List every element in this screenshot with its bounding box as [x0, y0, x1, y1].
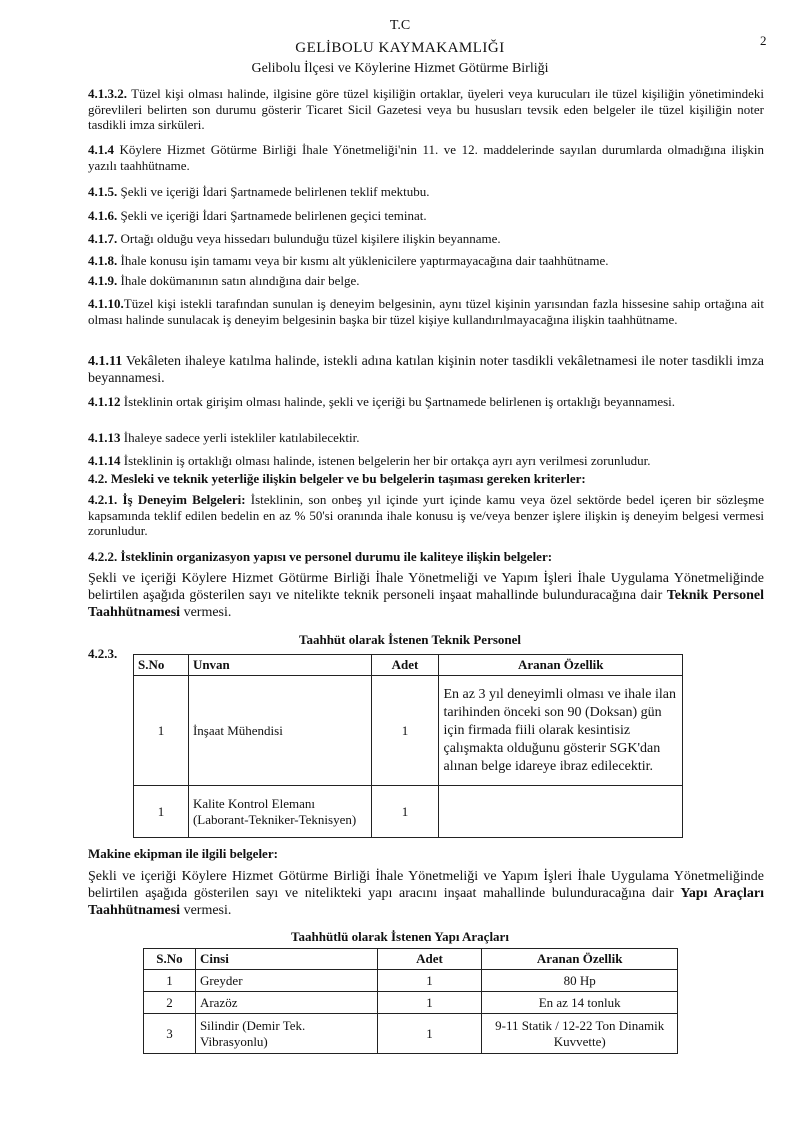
paragraph-tail: vermesi. [180, 605, 232, 620]
item-4-1-9 [88, 273, 764, 289]
item-number: 4.1.4 [88, 142, 114, 157]
table-cell: En az 3 yıl deneyimli olması ve ihale ilan tarihinden önceki son 90 (Doksan) gün için firmada fiili olarak kesintisiz çalışmakta olduğunu gösterir SGK'dan alınan belge idareye ibraz edilecektir. [439, 676, 683, 786]
paragraph-text: Şekli ve içeriği Köylere Hizmet Götürme Birliği İhale Yönetmeliği ve Yapım İşleri İhale Uygulama Yönetmeliğinde belirtilen aşağıda gösterilen sayı ve nitelikteki yapı aracını inşaat mahallinde bulunduracağına dair [88, 869, 764, 901]
table2-title: Taahhütlü olarak İstenen Yapı Araçları [291, 929, 509, 944]
table-cell: 1 [377, 992, 482, 1014]
table-cell: 2 [144, 992, 196, 1014]
item-number: 4.1.13 [88, 430, 121, 445]
table1-title: Taahhüt olarak İstenen Teknik Personel [298, 632, 522, 647]
item-text: Köylere Hizmet Götürme Birliği İhale Yönetmeliği'nin 11. ve 12. maddelerinde sayılan durumlarda olmadığına ilişkin yazılı taahhütname. [88, 142, 764, 173]
table-row [134, 676, 683, 786]
table-cell: En az 14 tonluk [482, 992, 678, 1014]
table-row [144, 992, 678, 1014]
item-4-1-8 [88, 253, 764, 269]
table-row [144, 1014, 678, 1054]
table-header-row [144, 949, 678, 970]
header-tc: T.C [389, 18, 411, 33]
item-4-1-3-2 [88, 86, 764, 133]
table-cell: 1 [371, 786, 439, 838]
table-cell: 1 [377, 970, 482, 992]
table-cell: Arazöz [195, 992, 377, 1014]
technical-personnel-table [133, 654, 683, 838]
construction-vehicles-table [143, 948, 678, 1054]
item-text: İsteklinin, son onbeş yıl içinde yurt içinde kamu veya özel sektörde bedel içeren bir sözleşme kapsamında teklif edilen bedelin en az % 50'si oranında ihale konusu iş ve/veya benzer işlere ilişkin iş deneyim belgesi vermesi zorunludur. [88, 492, 764, 538]
table-row [144, 970, 678, 992]
item-text: Ortağı olduğu veya hissedarı bulunduğu tüzel kişilere ilişkin beyanname. [117, 231, 501, 246]
table-header-row [134, 655, 683, 676]
item-4-2-1 [88, 492, 764, 539]
item-4-1-10 [88, 296, 764, 327]
item-number: 4.1.10. [88, 296, 124, 311]
machine-section-heading: Makine ekipman ile ilgili belgeler: [88, 846, 278, 861]
table-cell: 1 [377, 1014, 482, 1054]
table-cell: Greyder [195, 970, 377, 992]
table-cell: 1 [134, 676, 189, 786]
table-cell: Kalite Kontrol Elemanı (Laborant-Tekniker-Teknisyen) [188, 786, 371, 838]
item-4-1-11 [88, 353, 764, 387]
paragraph-bold: Teknik Personel Taahhütnamesi [88, 588, 764, 620]
paragraph-4-2-2 [88, 570, 764, 621]
page-number: 2 [760, 33, 767, 48]
item-number: 4.1.8. [88, 253, 118, 268]
item-number: 4.1.9. [88, 273, 118, 288]
item-text: İhale konusu işin tamamı veya bir kısmı alt yüklenicilere yaptırmayacağına dair taahhütname. [117, 253, 609, 268]
table-row [134, 786, 683, 838]
item-number: 4.1.3.2. [88, 86, 127, 101]
item-4-1-14 [88, 453, 764, 469]
paragraph-text: Şekli ve içeriği Köylere Hizmet Götürme Birliği İhale Yönetmeliği ve Yapım İşleri İhale Uygulama Yönetmeliğinde belirtilen aşağıda gösterilen sayı ve nitelikte teknik personeli inşaat mahallinde bulunduracağına dair [88, 571, 764, 603]
header-union: Gelibolu İlçesi ve Köylerine Hizmet Götürme Birliği [251, 61, 549, 76]
item-text: Şekli ve içeriği İdari Şartnamede belirlenen teklif mektubu. [117, 184, 430, 199]
item-4-1-6 [88, 208, 764, 224]
table-cell: İnşaat Mühendisi [188, 676, 371, 786]
section-4-2-heading: 4.2. Mesleki ve teknik yeterliğe ilişkin belgeler ve bu belgelerin taşıması gereken kriterler: [88, 471, 586, 486]
item-number: 4.1.14 [88, 453, 121, 468]
header-authority: GELİBOLU KAYMAKAMLIĞI [295, 40, 505, 56]
item-number: 4.1.5. [88, 184, 118, 199]
col-header: Adet [377, 949, 482, 970]
item-text: İsteklinin iş ortaklığı olması halinde, istenen belgelerin her bir ortakça ayrı ayrı verilmesi zorunludur. [120, 453, 651, 468]
item-text: Tüzel kişi olması halinde, ilgisine göre tüzel kişiliğin ortaklar, üyeleri veya kurucuları ile tüzel kişiliğin yönetimindeki görevlileri belirten son durumu gösterir Ticaret Sicil Gazetesi veya bu hususları tevsik eden belgeler ile tüzel kişiliğin noter tasdikli imza sirküleri. [88, 86, 764, 132]
col-header: Cinsi [195, 949, 377, 970]
item-text: İhaleye sadece yerli istekliler katılabilecektir. [120, 430, 360, 445]
paragraph-bold: Yapı Araçları Taahhütnamesi [88, 886, 764, 918]
item-number: 4.2.1. İş Deneyim Belgeleri: [88, 492, 246, 507]
item-number: 4.1.12 [88, 394, 121, 409]
item-4-1-12 [88, 394, 764, 410]
col-header: Adet [371, 655, 439, 676]
table-cell: 3 [144, 1014, 196, 1054]
item-4-1-4 [88, 142, 764, 173]
col-header: S.No [134, 655, 189, 676]
table-cell: 1 [371, 676, 439, 786]
item-4-1-13 [88, 430, 764, 446]
paragraph-machine [88, 868, 764, 919]
item-number: 4.1.6. [88, 208, 118, 223]
col-header: Unvan [188, 655, 371, 676]
table-cell: Silindir (Demir Tek. Vibrasyonlu) [195, 1014, 377, 1054]
item-4-1-5 [88, 184, 764, 200]
item-text: Vekâleten ihaleye katılma halinde, istekli adına katılan kişinin noter tasdikli vekâletnamesi ile noter tasdikli imza beyannamesi. [88, 354, 764, 386]
table-cell [439, 786, 683, 838]
paragraph-tail: vermesi. [180, 903, 232, 918]
table-cell: 1 [134, 786, 189, 838]
item-number: 4.1.7. [88, 231, 118, 246]
item-4-1-7 [88, 231, 764, 247]
table-cell: 9-11 Statik / 12-22 Ton Dinamik Kuvvette) [482, 1014, 678, 1054]
item-text: Şekli ve içeriği İdari Şartnamede belirlenen geçici teminat. [117, 208, 427, 223]
col-header: Aranan Özellik [482, 949, 678, 970]
item-text: İhale dokümanının satın alındığına dair belge. [117, 273, 360, 288]
col-header: Aranan Özellik [439, 655, 683, 676]
section-4-2-2-heading: 4.2.2. İsteklinin organizasyon yapısı ve personel durumu ile kaliteye ilişkin belgeler: [88, 549, 553, 564]
item-text: Tüzel kişi istekli tarafından sunulan iş deneyim belgesinin, aynı tüzel kişinin yarısından fazla hissesine sahip ortağına ait olması halinde sunulacak iş deneyim belgesinin başka bir tüzel kişiye kullandırılmayacağına ilişkin taahhütname. [88, 296, 764, 327]
item-text: İsteklinin ortak girişim olması halinde, şekli ve içeriği bu Şartnamede belirlenen iş ortaklığı beyannamesi. [120, 394, 676, 409]
table-cell: 1 [144, 970, 196, 992]
table-cell: 80 Hp [482, 970, 678, 992]
col-header: S.No [144, 949, 196, 970]
item-number: 4.1.11 [88, 354, 123, 369]
table1-label: 4.2.3. [88, 646, 118, 661]
